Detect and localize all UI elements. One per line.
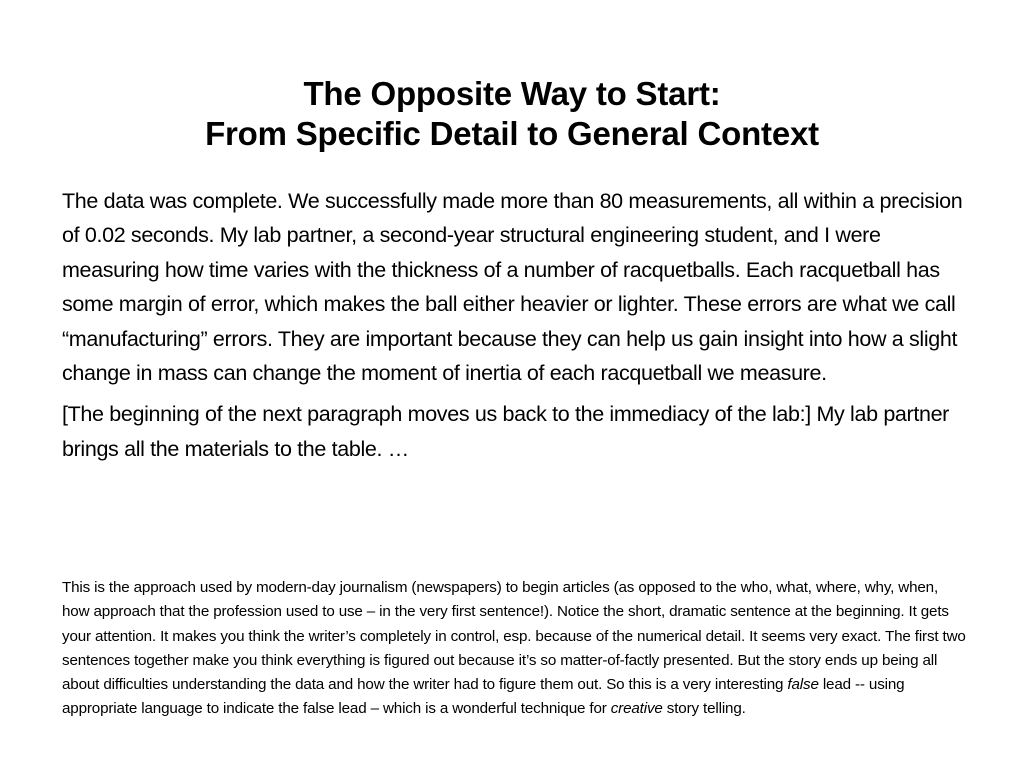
commentary-text-3: story telling. xyxy=(662,700,746,718)
example-paragraph-1: The data was complete. We successfully made more than 80 measurements, all within a precision of 0.02 seconds. My lab partner, a second-year structural engineering student, and I were measuring how time varies with the thickness of a number of racquetballs. Each racquetball has some margin of error, which makes the ball either heavier or lighter. These errors are what we call “manufacturing” errors. They are important because they can help us gain insight into how a slight change in mass can change the moment of inertia of each racquetball we measure. xyxy=(62,189,963,386)
commentary-text-1: This is the approach used by modern-day journalism (newspapers) to begin articles (as opposed to the who, what, where, why, when, how approach that the profession used to use – in the very first sentence!). Notice the short, dramatic sentence at the beginning. It gets your attention. It makes you think the writer’s completely in control, esp. because of the numerical detail. It seems very exact. The first two sentences together make you think everything is figured out because it’s so matter-of-factly presented. But the story ends up being all about difficulties understanding the data and how the writer had to figure them out. So this is a very interesting xyxy=(62,579,966,693)
commentary-text-2: lead -- using appropriate language to indicate the false lead – which is a wonderful technique for xyxy=(62,676,905,718)
slide-title xyxy=(0,74,1024,154)
commentary-note xyxy=(62,576,967,721)
commentary-emphasis-false: false xyxy=(787,676,819,693)
slide-title-line-1: The Opposite Way to Start: xyxy=(303,75,721,113)
slide-body xyxy=(62,184,972,473)
commentary-emphasis-creative: creative xyxy=(610,700,663,718)
example-paragraph-2: [The beginning of the next paragraph moves us back to the immediacy of the lab:] My lab partner brings all the materials to the table. … xyxy=(62,402,949,461)
slide-title-line-2: From Specific Detail to General Context xyxy=(205,115,819,153)
